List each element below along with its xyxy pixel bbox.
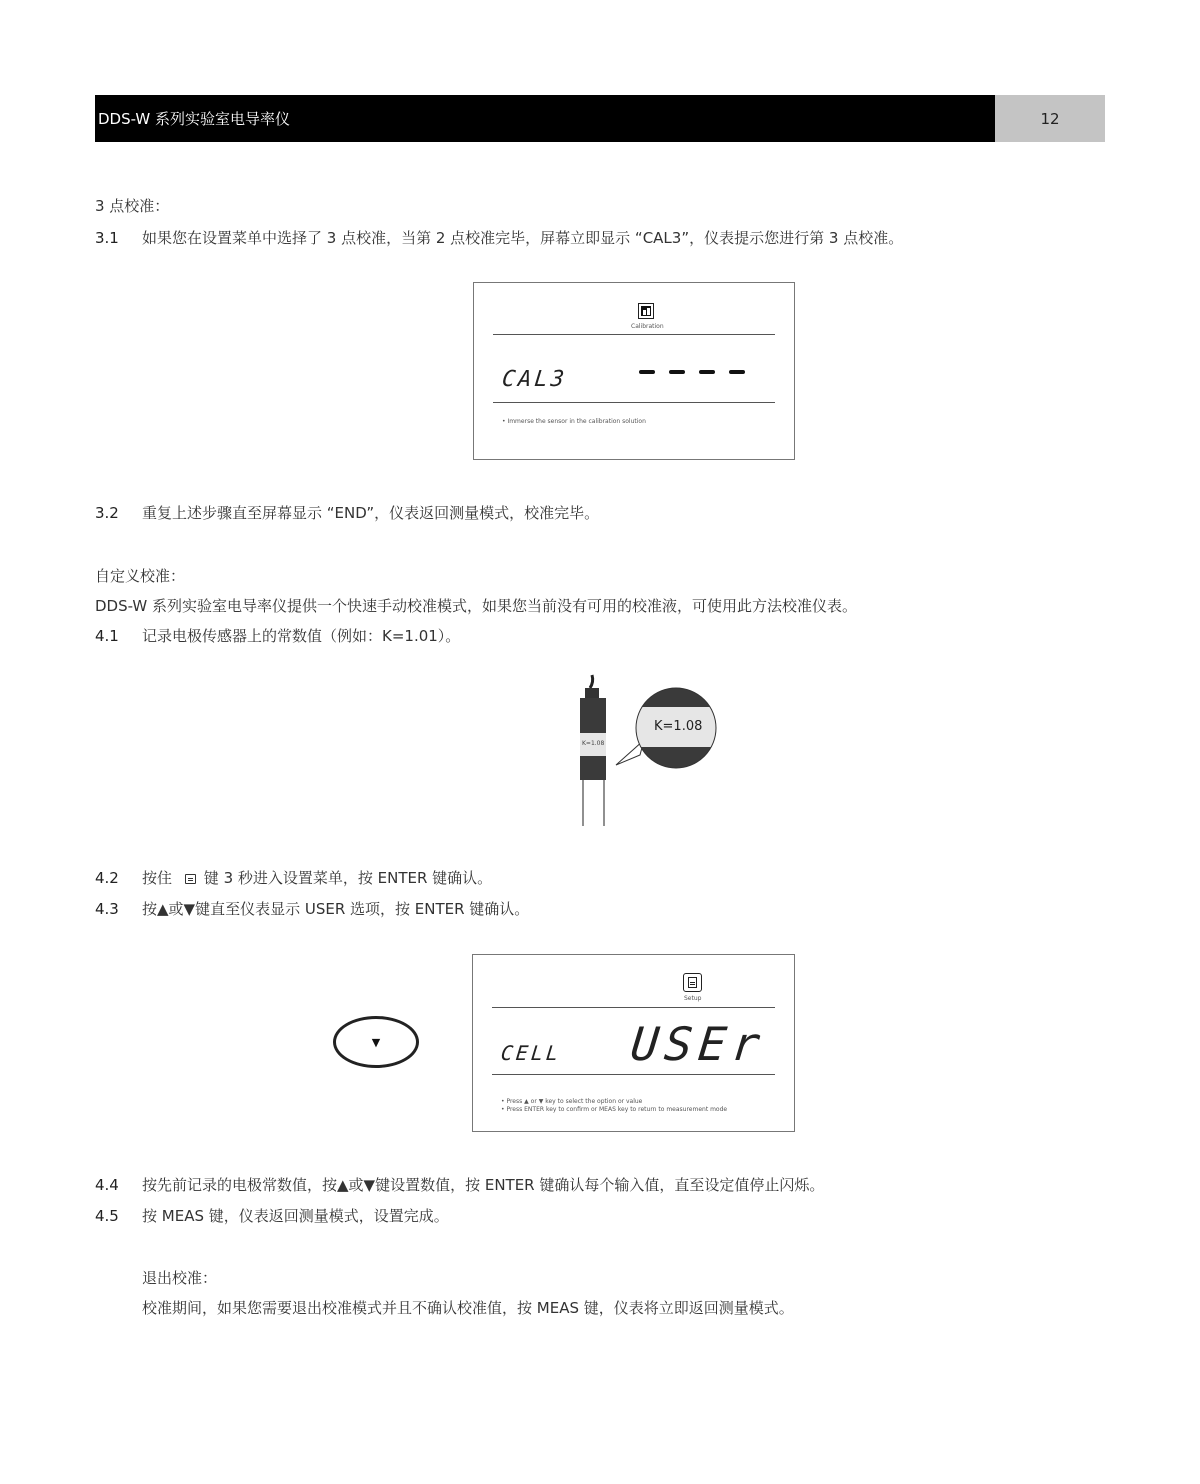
step-text: 重复上述步骤直至屏幕显示 “END”，仪表返回测量模式，校准完毕。 — [142, 504, 600, 522]
step-text: 按先前记录的电极常数值，按▲或▼键设置数值，按 ENTER 键确认每个输入值，直至设定值停止闪烁。 — [142, 1176, 825, 1194]
step-4-1 — [95, 626, 460, 646]
lcd-left-text: CELL — [499, 1041, 563, 1065]
lcd-display-calibration — [473, 282, 795, 460]
step-text: 按▲或▼键直至仪表显示 USER 选项，按 ENTER 键确认。 — [142, 900, 530, 918]
lcd-hint-2: • Press ENTER key to confirm or MEAS key to return to measurement mode — [501, 1106, 728, 1113]
step-text-before: 按住 — [142, 869, 173, 887]
document-title — [95, 95, 995, 142]
lcd-left-text: CAL3 — [500, 367, 569, 392]
calibration-icon-label: Calibration — [631, 323, 664, 330]
down-arrow-icon: ▼ — [371, 1035, 381, 1049]
page-number: 12 — [995, 95, 1105, 142]
step-number: 3.1 — [95, 229, 119, 247]
setup-icon-label: Setup — [684, 995, 702, 1002]
step-4-3 — [95, 899, 529, 919]
lcd-hint: • Immerse the sensor in the calibration solution — [502, 418, 646, 425]
step-4-2 — [95, 868, 492, 888]
page-header — [95, 95, 1105, 142]
sensor-label-small: K=1.08 — [582, 740, 605, 747]
step-number: 4.2 — [95, 869, 119, 887]
sensor-label-large: K=1.08 — [654, 719, 703, 734]
step-number: 4.3 — [95, 900, 119, 918]
step-3-1 — [95, 228, 903, 248]
exit-text: 校准期间，如果您需要退出校准模式并且不确认校准值，按 MEAS 键，仪表将立即返回测量模式。 — [142, 1299, 794, 1317]
setup-key-icon — [185, 874, 196, 884]
exit-heading: 退出校准： — [142, 1269, 218, 1287]
down-key-button — [333, 1016, 419, 1068]
section-heading-3pt: 3 点校准： — [95, 197, 170, 215]
calibration-icon — [638, 303, 654, 319]
sensor-figure — [560, 670, 730, 830]
step-number: 3.2 — [95, 504, 119, 522]
step-number: 4.5 — [95, 1207, 119, 1225]
step-4-5 — [95, 1206, 449, 1226]
step-text: 记录电极传感器上的常数值（例如：K=1.01）。 — [142, 627, 461, 645]
step-text-after: 键 3 秒进入设置菜单，按 ENTER 键确认。 — [203, 869, 493, 887]
setup-icon — [683, 973, 702, 992]
custom-intro: DDS-W 系列实验室电导率仪提供一个快速手动校准模式，如果您当前没有可用的校准液，可使用此方法校准仪表。 — [95, 597, 858, 615]
step-number: 4.1 — [95, 627, 119, 645]
step-4-4 — [95, 1175, 824, 1195]
lcd-hint-1: • Press ▲ or ▼ key to select the option or value — [501, 1098, 643, 1105]
step-text: 如果您在设置菜单中选择了 3 点校准，当第 2 点校准完毕，屏幕立即显示 “CAL3”，仪表提示您进行第 3 点校准。 — [142, 229, 904, 247]
step-text: 按 MEAS 键，仪表返回测量模式，设置完成。 — [142, 1207, 449, 1225]
section-heading-custom: 自定义校准： — [95, 567, 186, 585]
step-3-2 — [95, 503, 599, 523]
lcd-main-value: USEr — [628, 1017, 769, 1071]
lcd-display-setup — [472, 954, 795, 1132]
step-number: 4.4 — [95, 1176, 119, 1194]
document-title-text: DDS-W 系列实验室电导率仪 — [98, 110, 291, 128]
